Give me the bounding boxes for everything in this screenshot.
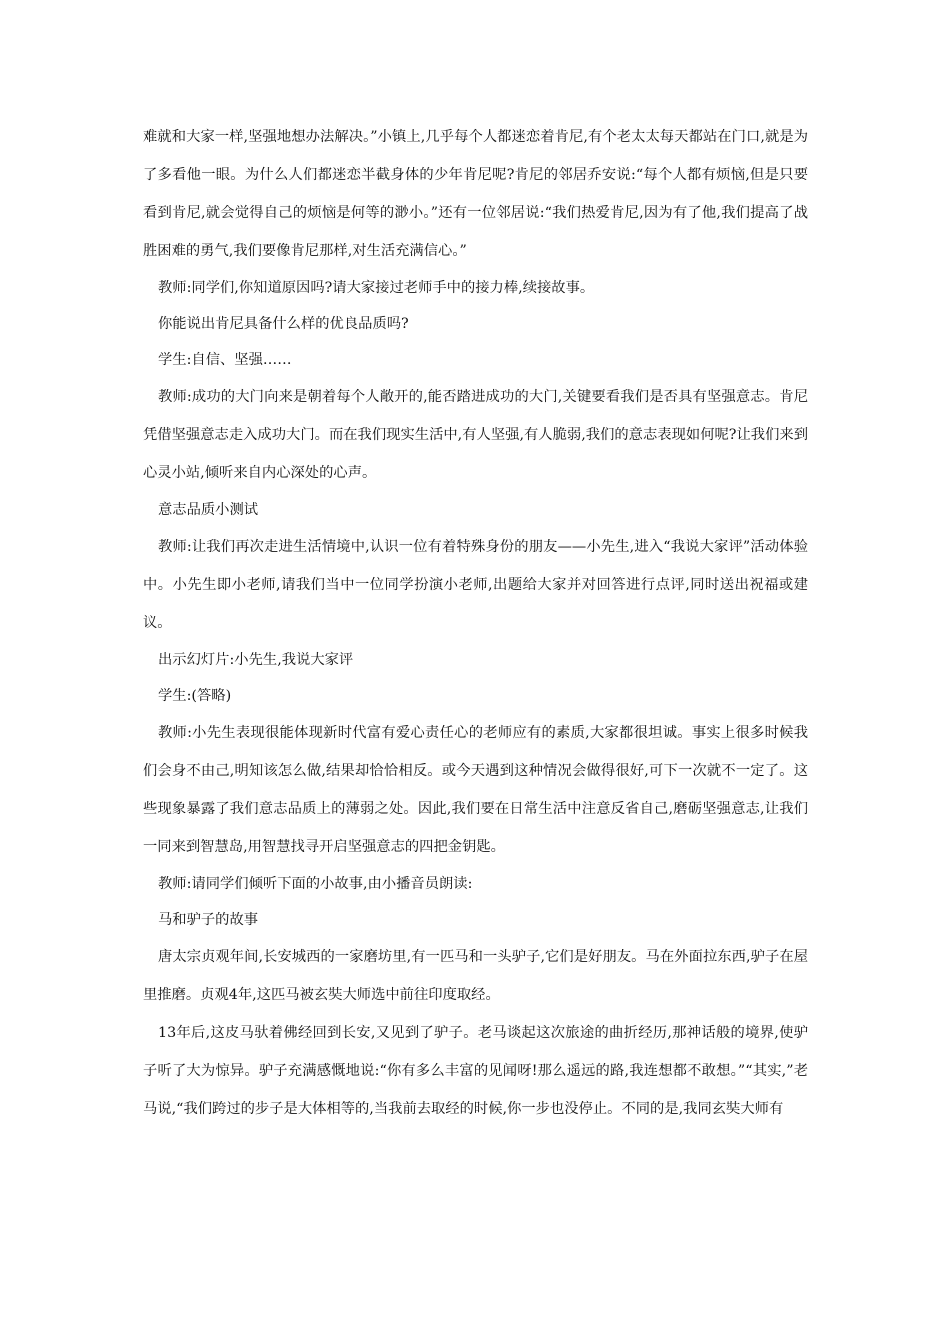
paragraph-teacher-story-intro: 教师:请同学们倾听下面的小故事,由小播音员朗读: (158, 876, 473, 892)
paragraph-teacher-question: 教师:同学们,你知道原因吗?请大家接过老师手中的接力棒,续接故事。 (158, 280, 595, 296)
paragraph-quality-question: 你能说出肯尼具备什么样的优良品质吗? (158, 316, 409, 332)
paragraph-story-title: 马和驴子的故事 (158, 912, 259, 928)
paragraph-teacher-success: 教师:成功的大门向来是朝着每个人敞开的,能否踏进成功的大门,关键要看我们是否具有坚强意志。肯尼凭借坚强意志走入成功大门。而在我们现实生活中,有人坚强,有人脆弱,我们的意志表现如何呢?让我们来到心灵小站,倾听来自内心深处的心声。 (143, 389, 808, 481)
paragraph-willpower-test-heading: 意志品质小测试 (158, 502, 259, 518)
paragraph-slide: 出示幻灯片:小先生,我说大家评 (158, 652, 354, 668)
paragraph-teacher-reflection: 教师:小先生表现很能体现新时代富有爱心责任心的老师应有的素质,大家都很坦诚。事实上很多时候我们会身不由己,明知该怎么做,结果却恰恰相反。或今天遇到这种情况会做得很好,可下一次就不一定了。这些现象暴露了我们意志品质上的薄弱之处。因此,我们要在日常生活中注意反省自己,磨砺坚强意志,让我们一同来到智慧岛,用智慧找寻开启坚强意志的四把金钥匙。 (143, 725, 808, 855)
paragraph-teacher-little-teacher: 教师:让我们再次走进生活情境中,认识一位有着特殊身份的朋友——小先生,进入“我说大家评”活动体验中。小先生即小老师,请我们当中一位同学扮演小老师,出题给大家并对回答进行点评,同时送出祝福或建议。 (143, 539, 808, 631)
paragraph-student-answer-omitted: 学生:(答略) (158, 688, 232, 704)
paragraph-story-part-1: 唐太宗贞观年间,长安城西的一家磨坊里,有一匹马和一头驴子,它们是好朋友。马在外面拉东西,驴子在屋里推磨。贞观4年,这匹马被玄奘大师选中前往印度取经。 (143, 949, 808, 1003)
paragraph-student-answer: 学生:自信、坚强…… (158, 352, 292, 368)
paragraph-kenny-story: 难就和大家一样,坚强地想办法解决。”小镇上,几乎每个人都迷恋着肯尼,有个老太太每天都站在门口,就是为了多看他一眼。为什么人们都迷恋半截身体的少年肯尼呢?肯尼的邻居乔安说:“每个人都有烦恼,但是只要看到肯尼,就会觉得自己的烦恼是何等的渺小。”还有一位邻居说:“我们热爱肯尼,因为有了他,我们提高了战胜困难的勇气,我们要像肯尼那样,对生活充满信心。” (143, 129, 808, 259)
paragraph-story-part-2: 13年后,这皮马驮着佛经回到长安,又见到了驴子。老马谈起这次旅途的曲折经历,那神话般的境界,使驴子听了大为惊异。驴子充满感慨地说:“你有多么丰富的见闻呀!那么遥远的路,我连想都不敢想。”“其实,”老马说,“我们跨过的步子是大体相等的,当我前去取经的时候,你一步也没停止。不同的是,我同玄奘大师有 (143, 1025, 808, 1117)
document-body (143, 118, 808, 1128)
